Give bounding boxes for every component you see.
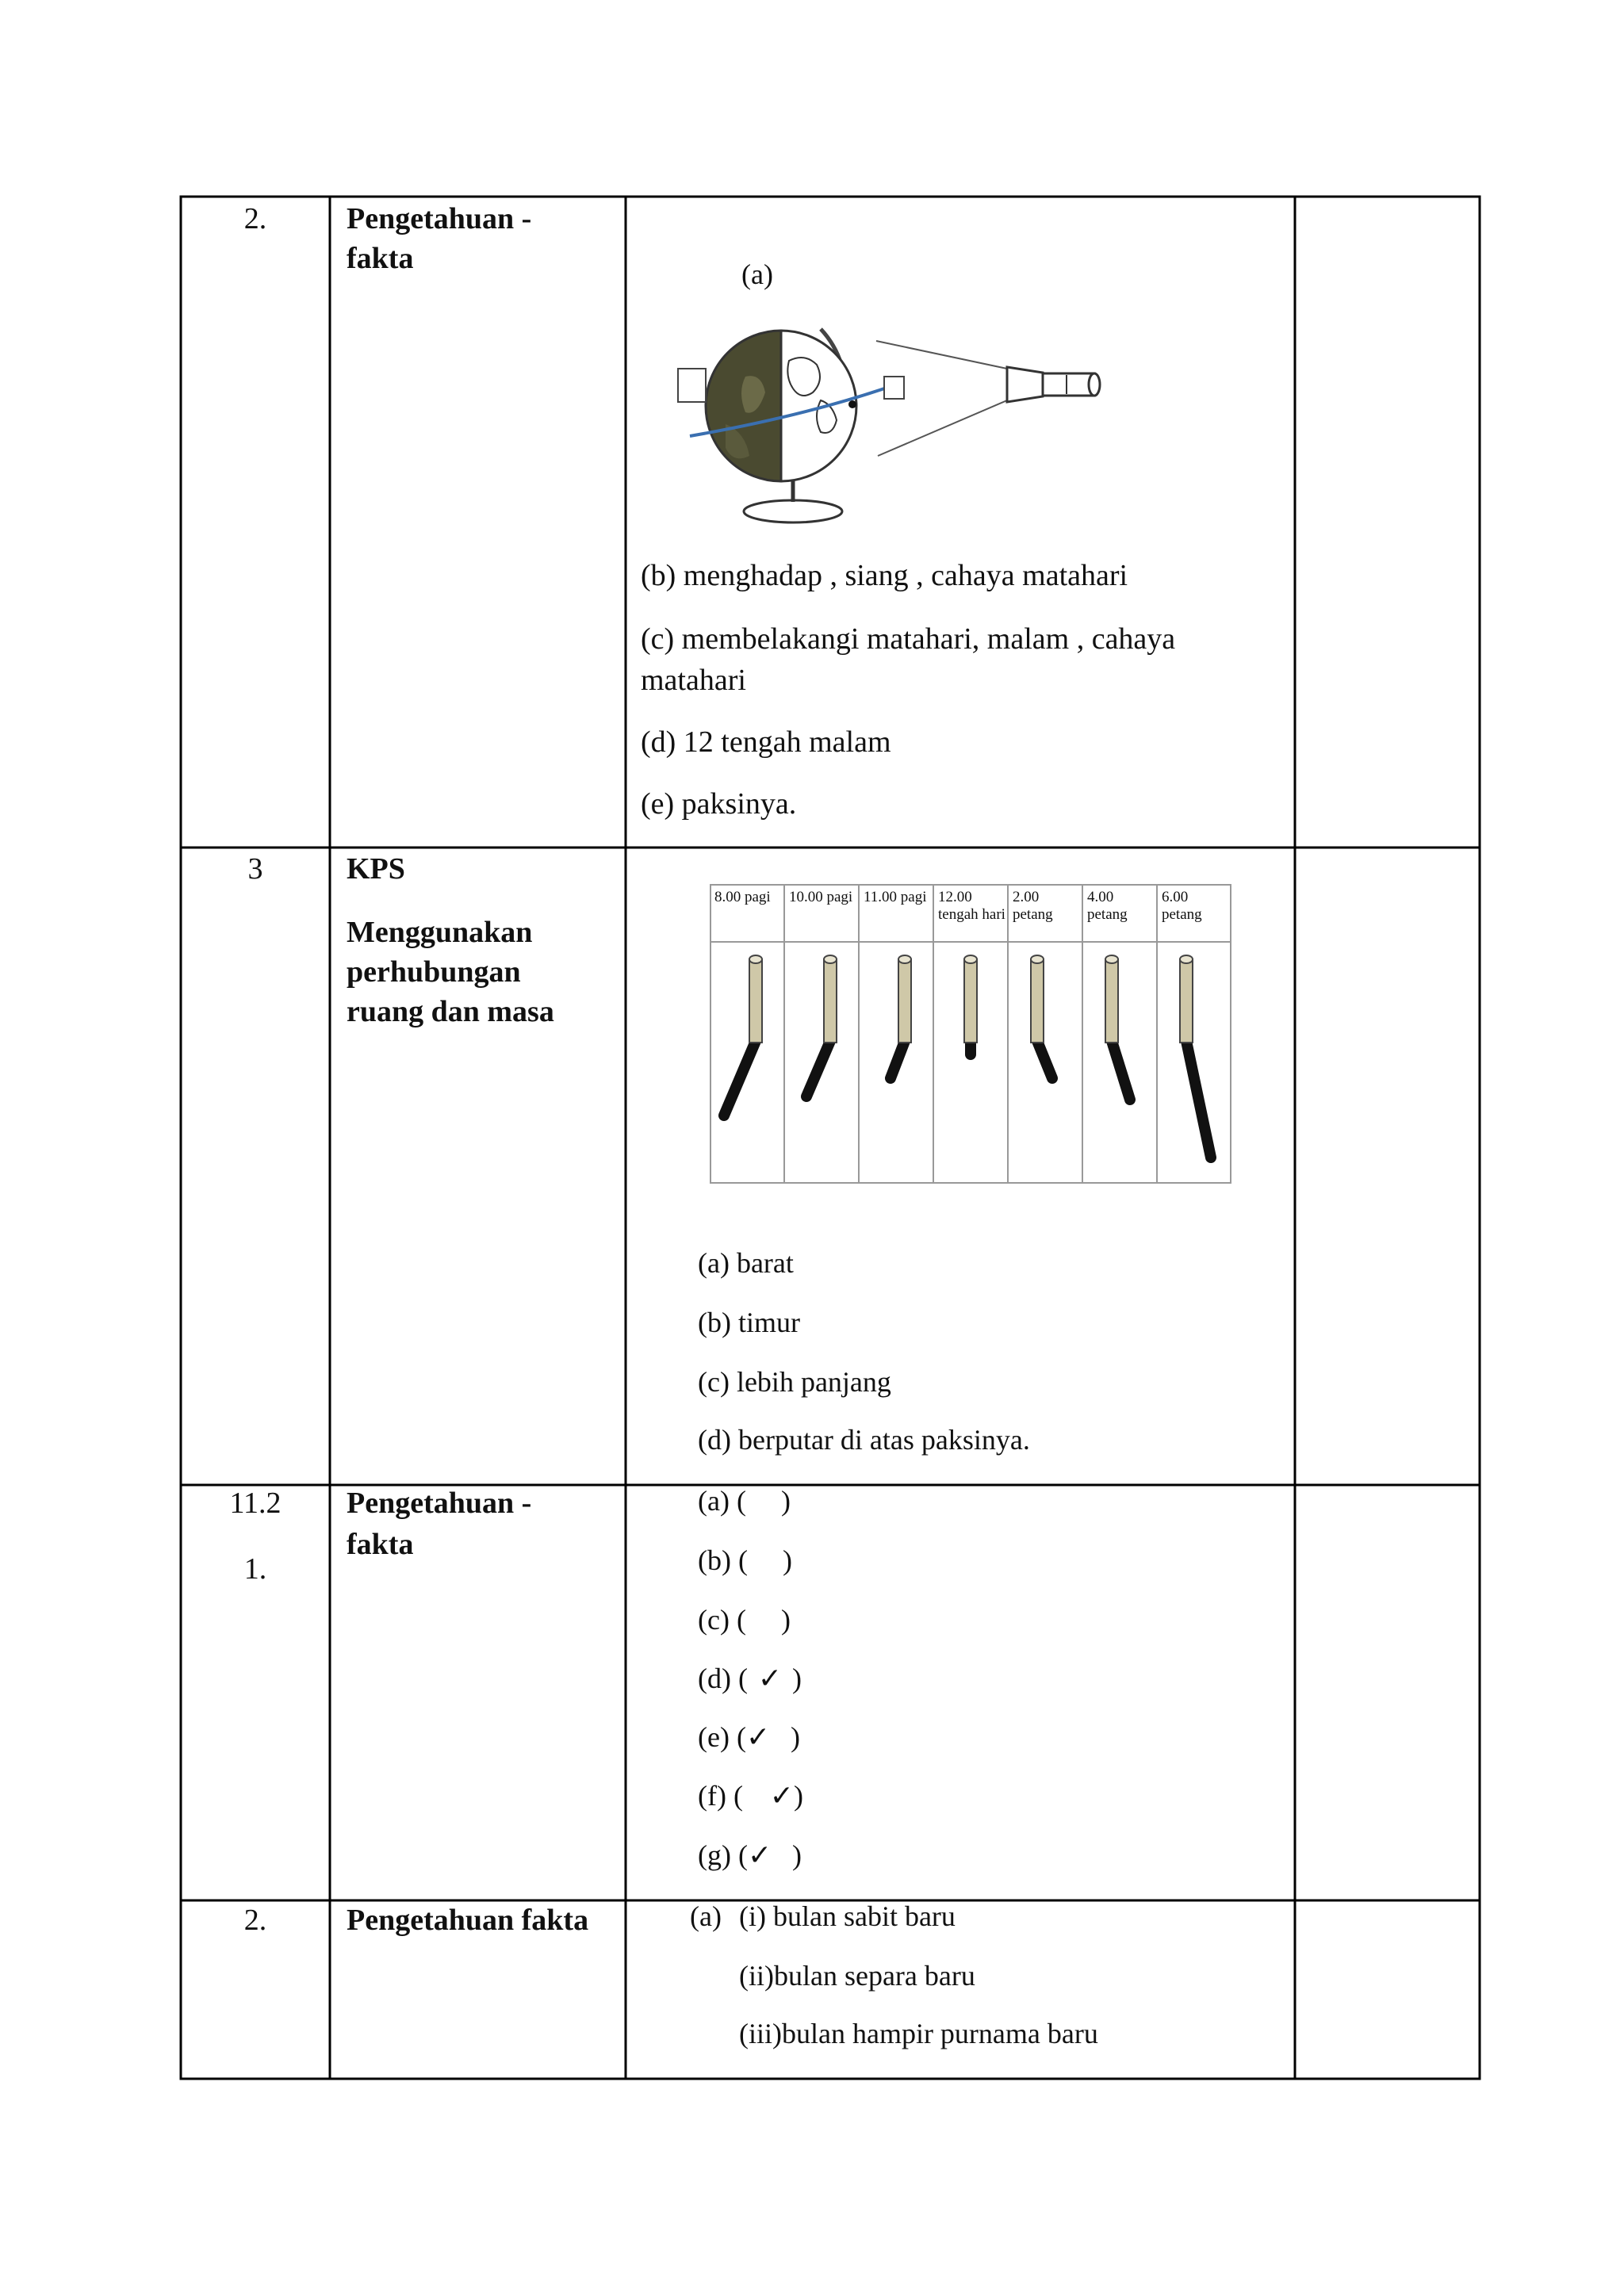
- row1-answer-d: (d) 12 tengah malam: [641, 725, 891, 759]
- row4-type: Pengetahuan fakta: [347, 1904, 589, 1937]
- row1-answer-c: (c) membelakangi matahari, malam , cahaya matahari: [641, 622, 1176, 697]
- time-label-5: 4.00 petang: [1087, 889, 1128, 923]
- row2-type-heading: KPS: [347, 852, 405, 886]
- shadow-chart: [710, 884, 1233, 1185]
- time-label-2: 11.00 pagi: [864, 889, 927, 905]
- row3-number-line2: 1.: [243, 1552, 267, 1586]
- check-item-c: (c) ( ): [698, 1604, 791, 1636]
- time-label-0: 8.00 pagi: [714, 889, 771, 905]
- row4-answer-iii: (iii)bulan hampir purnama baru: [739, 2018, 1098, 2049]
- globe-torch-figure: [670, 313, 1130, 535]
- time-label-6: 6.00 petang: [1162, 889, 1202, 923]
- globe-figure-label: (a): [741, 258, 773, 290]
- row2-type-line1: Menggunakan: [347, 916, 533, 949]
- check-item-g: (g) (✓ ): [698, 1839, 802, 1871]
- row4-number: 2.: [243, 1904, 267, 1937]
- row2-answer-c: (c) lebih panjang: [698, 1366, 891, 1398]
- shadow-chart-frame: [710, 884, 1233, 1185]
- check-item-e: (e) (✓ ): [698, 1721, 800, 1753]
- row2-answer-a: (a) barat: [698, 1247, 794, 1279]
- time-label-3: 12.00 tengah hari: [938, 889, 1005, 923]
- check-item-b: (b) ( ): [698, 1544, 792, 1576]
- row2-type-line2: perhubungan: [347, 955, 521, 989]
- row2-answer-d: (d) berputar di atas paksinya.: [698, 1424, 1030, 1456]
- row2-type-line3: ruang dan masa: [347, 995, 554, 1028]
- time-label-1: 10.00 pagi: [789, 889, 853, 905]
- row1-answer-b: (b) menghadap , siang , cahaya matahari: [641, 559, 1128, 592]
- check-item-d: (d) ( ✓ ): [698, 1663, 802, 1694]
- row4-answer-a-label: (a): [690, 1900, 722, 1932]
- row3-type-line1: Pengetahuan -: [347, 1487, 532, 1520]
- row2-answer-b: (b) timur: [698, 1307, 800, 1338]
- stick-shadow-1200: [964, 955, 977, 1054]
- row1-type-line2: fakta: [347, 242, 414, 275]
- time-label-4: 2.00 petang: [1013, 889, 1053, 923]
- row1-type-line1: Pengetahuan -: [347, 202, 532, 235]
- check-item-a: (a) ( ): [698, 1485, 791, 1517]
- row4-answer-i: (i) bulan sabit baru: [739, 1900, 956, 1932]
- check-item-f: (f) ( ✓): [698, 1780, 803, 1812]
- row1-number: 2.: [243, 202, 267, 235]
- row1-answer-e: (e) paksinya.: [641, 787, 797, 821]
- row3-type-line2: fakta: [347, 1528, 414, 1561]
- row4-answer-ii: (ii)bulan separa baru: [739, 1960, 975, 1992]
- row2-number: 3: [247, 852, 263, 886]
- row3-number-line1: 11.2: [229, 1487, 282, 1520]
